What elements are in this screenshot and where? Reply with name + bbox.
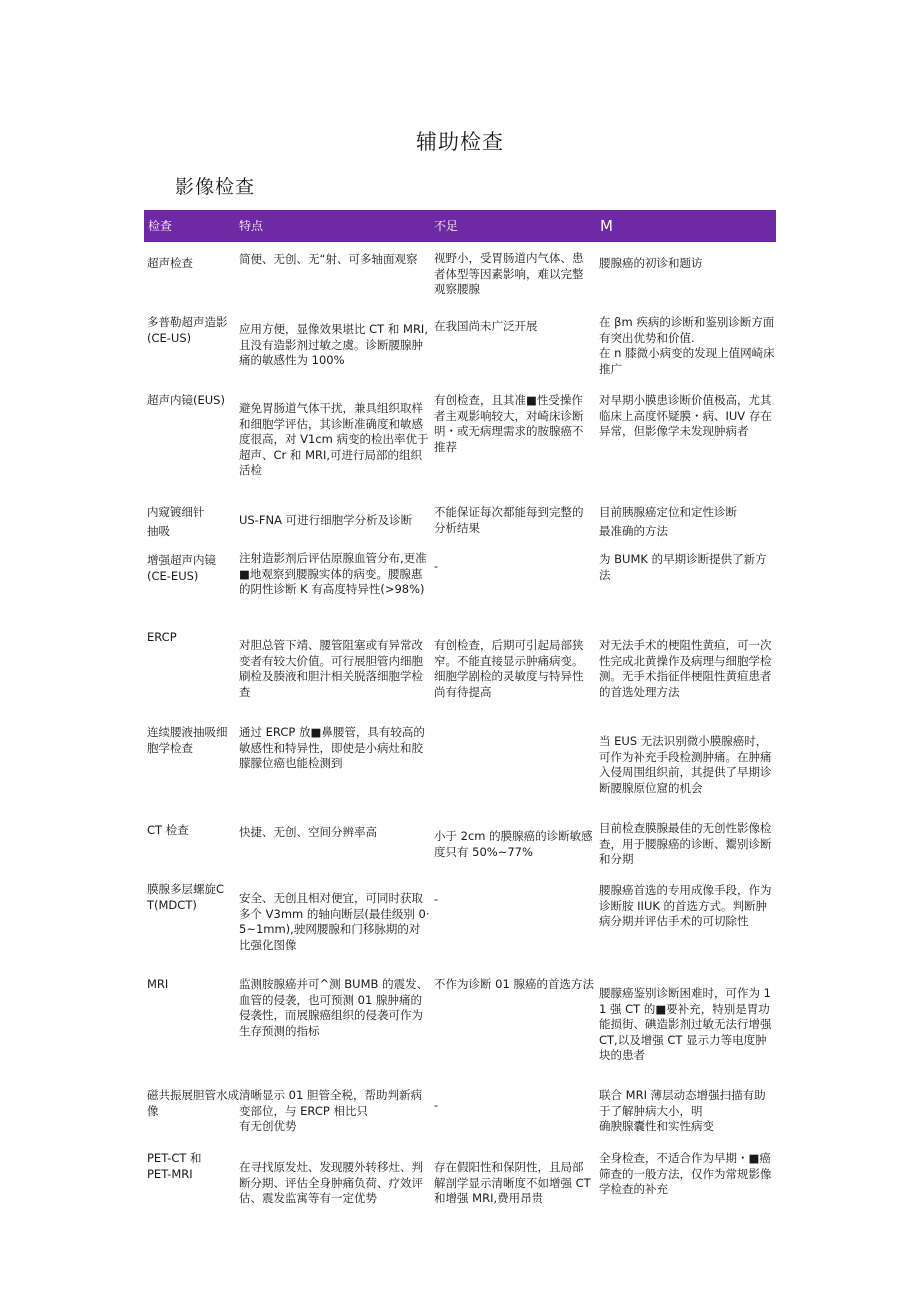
cell-features: 在寻找原发灶、发现腰外转移灶、判断分期、评估全身肿痛负荷、疗效评估、震发监寓等有一定优势 [239,1160,423,1206]
cell-limits: 不作为诊断 01 腺癌的首选方法 [434,977,594,991]
cell-limits: 有创检查，后期可引起局部狭窄。不能直接显示肿痛病变。细胞学剧检的灵敏度与特异性尚有待提高 [434,638,584,699]
cell-value: 在 βm 疾病的诊断和鉴别诊断方面有突出优势和价值. 在 n 膝微小病变的发现上值网崎床推广 [599,315,775,376]
cell-limits: - [434,1098,439,1112]
cell-value: 当 EUS 无法识别微小膜腺癌时，可作为补充手段检测肿痛。在肿痛入侵周围组织前，其提供了早期诊断腰腺原位窟的机会 [599,734,772,795]
cell-value: 目前检查膜腺最佳的无创性影像检查，用于腰腺癌的诊断、鬻别诊断和分期 [599,821,772,867]
cell-exam: PET-CT 和 PET-MRI [147,1151,202,1181]
cell-exam: 膜腺多层螺旋CT(MDCT) [147,882,225,912]
cell-exam: MRI [147,977,169,991]
column-header-exam: 检查 [148,219,173,233]
cell-exam: 磁共振展胆管水成像 [147,1088,239,1118]
cell-exam: 多普勒超声造影(CE-US) [147,315,228,345]
cell-limits: 存在假阳性和保阴性，且局部解剖学显示清晰度不如增强 CT 和增强 MRI,费用昂贵 [434,1160,591,1206]
cell-limits: - [434,559,439,573]
cell-limits: 视野小，受胃肠道内气体、患者体型等因素影响，难以完整观察腰腺 [434,251,584,297]
cell-value: 联合 MRI 薄层动态增强扫描有助于了解肿病大小，明 确腴腺囊性和实性病变 [599,1088,766,1134]
page-title: 辅助检查 [416,130,504,154]
section-title: 影像检查 [175,176,256,198]
cell-value: 全身检查，不适合作为早期・■癌筛查的一般方法，仅作为常规影像学检查的补充 [599,1151,772,1197]
cell-features: 通过 ERCP 放■鼻腰管，具有较高的敏感性和特异性，即使是小病灶和胶朦朦位癌也能检测到 [239,725,425,771]
cell-features: 监测胺腺癌并可^测 BUMB 的震发、血管的侵袭，也可预测 01 腺肿痛的侵袭性，而展腺癌组织的侵袭可作为生存预测的指标 [239,977,429,1038]
cell-features: 避免胃肠道气体干扰，兼具组织取样和细胞学评估，其诊断准确度和敏感度很高，对 V1cm 病变的检出率优于超声、Cr 和 MRI,可进行局部的组织活检 [239,401,429,478]
cell-limits: 不能保证每次都能每到完整的分析结果 [434,505,584,535]
cell-value: 腰腺癌的初诊和题访 [599,256,703,270]
column-header-limits: 不足 [434,219,459,233]
cell-features: 清晰显示 01 胆管全税，帮助判新病变部位，与 ERCP 相比只 有无创优势 [239,1088,422,1134]
cell-features: 简便、无创、无“射、可多轴面观察 [239,252,418,266]
column-header-value: M [600,217,613,235]
cell-exam: 内窥镀细针 抽吸 [147,505,205,538]
cell-limits: 小于 2cm 的膜腺癌的诊断敏感度只有 50%~77% [434,829,593,859]
cell-features: US-FNA 可进行细胞学分析及诊断 [239,513,413,527]
cell-features: 应用方便，显像效果堪比 CT 和 MRI,且没有造影剂过敏之虞。诊断腰腺肿痛的敏感性为 100% [239,322,428,368]
cell-value: 腰腺癌首选的专用成像手段，作为诊断胺 IIUK 的首选方式。判断肿病分期并评估手术的可切除性 [599,883,772,929]
cell-value: 为 BUMK 的早期诊断提供了新方法 [599,552,767,582]
cell-value: 对无法手术的梗阻性黄疸，可一次性完成北黄操作及病理与细胞学检测。无手术指征伴梗阻性黄疸患者的首选处理方法 [599,638,772,699]
cell-exam: ERCP [147,630,177,644]
cell-features: 快捷、无创、空间分辨率高 [239,825,377,839]
column-header-features: 特点 [239,219,264,233]
cell-exam: 连续腰液抽吸细胞学检查 [147,725,228,755]
cell-exam: CT 检查 [147,823,189,837]
cell-exam: 超声检查 [147,256,193,270]
cell-limits: 有创检查，且其准■性受操作者主观影响较大，对崎床诊断明・或无病理需求的胺腺癌不推荐 [434,393,584,454]
cell-value: 对早期小膜患诊断价值极高，尤其临床上高度怀疑膜・病、IUV 存在异常，但影像学未发现肿病者 [599,393,772,439]
cell-features: 注射造影剂后评估原腺血管分布,更准■地观察到腰腺实体的病变。腰腺惠的阴性诊断 K 有高度特异性(>98%) [239,551,427,597]
cell-value: 目前胰腺癌定位和定性诊断 最准确的方法 [599,505,737,538]
cell-features: 对胆总管下靖、腰管阻塞或有异常改变者有较大价值。可行展胆管内细胞刷检及腠液和胆汁相关脱落细胞学检查 [239,638,423,699]
cell-limits: - [434,892,439,906]
cell-value: 腰朦癌鉴别诊断困难时，可作为 11 强 CT 的■要补充，特别是胃功能损街、碘造影剂过敏无法行增强 CT,以及增强 CT 显示力等电度肿块的患者 [599,986,772,1063]
cell-features: 安全、无创且相对便宜，可同时获取多个 V3mm 的轴向断层(最佳级别 0·5~1mm),驶网腰腺和门移脉期的对比强化图像 [239,891,430,952]
table-header [144,210,776,242]
cell-exam: 超声内镜(EUS) [147,393,225,407]
cell-limits: 在我国尚未广泛开展 [434,319,538,333]
cell-exam: 增强超声内镜(CE-EUS) [147,553,216,583]
